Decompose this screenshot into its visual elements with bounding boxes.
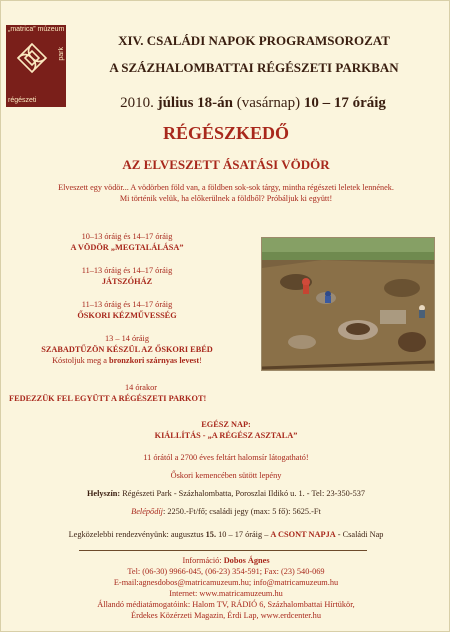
program-time: 10–13 óráig és 14–17 óráig xyxy=(81,232,173,241)
divider xyxy=(79,550,367,551)
program-name: ŐSKORI KÉZMŰVESSÉG xyxy=(77,311,177,320)
event-title: RÉGÉSZKEDŐ xyxy=(162,123,290,143)
program-time: 11–13 óráig és 14–17 óráig xyxy=(81,300,173,309)
logo-bottom-text: régészeti xyxy=(8,97,37,104)
museum-logo xyxy=(6,25,66,107)
contact-email: E-mail:agnesdobos@matricamuzeum.hu; info@matricamuzeum.hu xyxy=(113,578,339,587)
program-name: A VÖDÖR „MEGTALÁLÁSA” xyxy=(70,243,184,252)
program-time: 11–13 óráig és 14–17 óráig xyxy=(81,266,173,275)
media-line-1: Állandó médiatámogatóink: Halom TV, RÁDIÓ 6, Százhalombattai Hírtükör, xyxy=(97,600,355,609)
allday-line-2: Őskori kemencében sütött lepény xyxy=(170,471,282,480)
date-weekday: (vasárnap) xyxy=(236,95,301,111)
series-title: XIV. CSALÁDI NAPOK PROGRAMSOROZAT xyxy=(118,33,390,48)
logo-side-text: park xyxy=(58,47,65,61)
tickets-label: Belépődíj xyxy=(131,507,163,516)
program-item xyxy=(15,265,239,287)
tickets xyxy=(1,506,450,517)
media-line-2: Érdekes Közérzeti Magazin, Érdi Lap, www.erdcenter.hu xyxy=(131,611,321,620)
contact-person: Információ: Dobos Ágnes xyxy=(182,556,270,565)
date-year: 2010. xyxy=(120,95,154,111)
next-event: Legközelebbi rendezvényünk: augusztus 15. 10 – 17 óráig – A CSONT NAPJA - Családi Nap xyxy=(68,530,384,539)
program-name: SZABADTŰZÖN KÉSZÜL AZ ŐSKORI EBÉD xyxy=(41,345,213,354)
program-name: FEDEZZÜK FEL EGYÜTT A RÉGÉSZETI PARKOT! xyxy=(9,394,207,403)
contact-tel: Tel: (06-30) 9966-045, (06-23) 354-591; Fax: (23) 540-069 xyxy=(127,567,325,576)
program-item xyxy=(1,382,450,404)
contact-web: Internet: www.matricamuzeum.hu xyxy=(169,589,283,598)
program-item xyxy=(15,333,239,366)
program-item xyxy=(15,231,239,253)
park-title: A SZÁZHALOMBATTAI RÉGÉSZETI PARKBAN xyxy=(109,60,399,75)
program-item xyxy=(15,299,239,321)
date-hours: 10 – 17 óráig xyxy=(303,95,386,111)
event-intro xyxy=(1,182,450,204)
celtic-knot-icon xyxy=(14,40,50,76)
event-date xyxy=(73,95,433,112)
venue-label: Helyszín: xyxy=(86,489,121,498)
event-subtitle: AZ ELVESZETT ÁSATÁSI VÖDÖR xyxy=(122,157,330,172)
allday-exhibition: KIÁLLÍTÁS - „A RÉGÉSZ ASZTALA” xyxy=(154,431,298,440)
intro-line-1: Elveszett egy vödör... A vödörben föld van, a földben sok-sok tárgy, mintha régészeti leletek lennének. xyxy=(58,183,394,192)
tickets-value: : 2250.-Ft/fő; családi jegy (max: 5 fő): 5625.-Ft xyxy=(162,507,321,516)
excavation-photo xyxy=(261,237,435,371)
program-time: 13 – 14 óráig xyxy=(104,334,149,343)
intro-line-2: Mi történik velük, ha előkerülnek a földből? Próbáljuk ki együtt! xyxy=(119,194,333,203)
venue-value: Régészeti Park - Százhalombatta, Poroszlai Ildikó u. 1. - Tel: 23-350-537 xyxy=(122,489,366,498)
venue xyxy=(1,488,450,499)
date-day: július 18-án xyxy=(157,95,234,111)
program-note: Kóstoljuk meg a bronzkori szárnyas levest! xyxy=(52,356,202,365)
allday-line-1: 11 órától a 2700 éves feltárt halomsír látogatható! xyxy=(143,453,309,462)
allday-heading: EGÉSZ NAP: xyxy=(201,420,251,429)
program-time: 14 órakor xyxy=(124,383,158,392)
logo-top-text: „matrica” múzeum xyxy=(8,26,65,33)
program-name: JÁTSZÓHÁZ xyxy=(101,277,153,286)
